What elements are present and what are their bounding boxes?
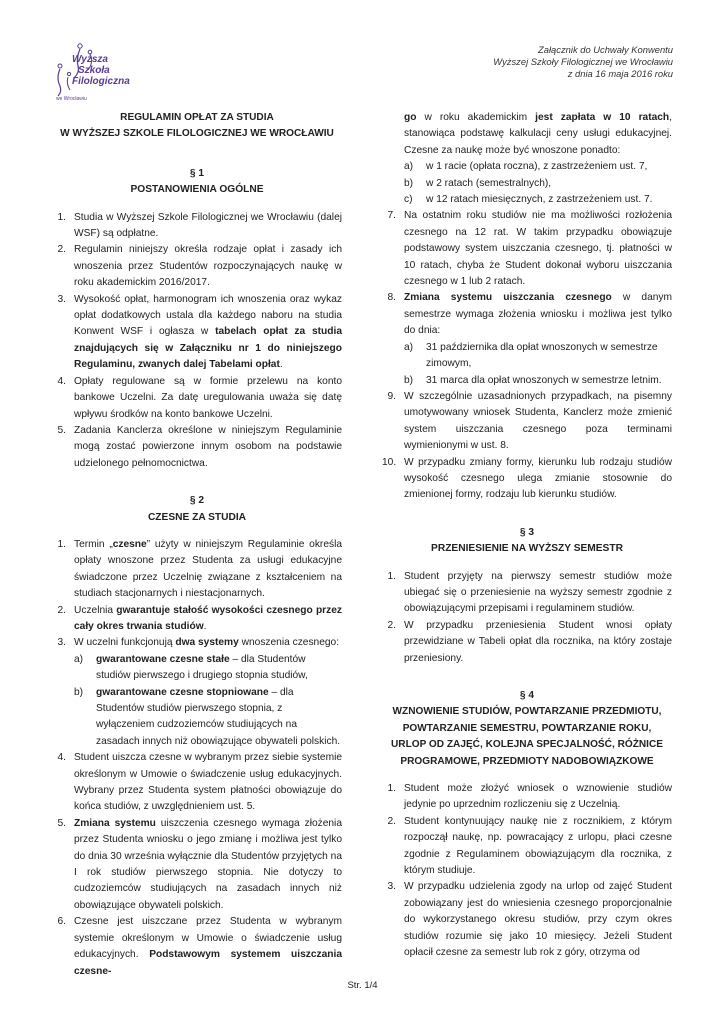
list-item: 5. Zmiana systemu uiszczenia czesnego wymaga złożenia przez Studenta wniosku o jego zmianę i możliwa jest tylko do dnia 30 września wyłącznie dla Studentów przyjętych na I rok studiów pierwszego stopnia. Nie dotyczy to cudzoziemców studiujących na zasadach innych niż obowiązujące obywateli polskich. xyxy=(57,817,342,911)
list-item: 4. Student uiszcza czesne w wybranym przez siebie systemie określonym w Umowie o świadczenie usług edukacyjnych. Wybrany przez Studenta system płatności obowiązuje do końca studiów, z uwzględnieniem ust. 5. xyxy=(57,752,342,813)
sub-item: b) gwarantowane czesne stopniowane – dla Studentów studiów pierwszego stopnia, z wyłączeniem cudzoziemców studiujących na zasadach innych niż obowiązujące obywateli polskich. xyxy=(74,686,341,747)
sub-item: c) w 12 ratach miesięcznych, z zastrzeżeniem ust. 7. xyxy=(404,194,653,206)
list-item: 10. W przypadku zmiany formy, kierunku lub rodzaju studiów wysokość czesnego ulega zmianie stosownie do zmienionej formy, rodzaju lub kierunku studiów. xyxy=(382,456,672,501)
list-item: 4. Opłaty regulowane są w formie przelewu na konto bankowe Uczelni. Za datę uregulowania uważa się datę wpływu środków na konto bankowe Uczelni. xyxy=(57,375,342,420)
list-item: 2. Regulamin niniejszy określa rodzaje opłat i zasady ich wnoszenia przez Studentów rozpoczynających naukę w roku akademickim 2016/2017. xyxy=(57,244,342,289)
section-2-title: CZESNE ZA STUDIA xyxy=(147,511,247,523)
section-2-list xyxy=(52,537,342,980)
list-item: 6. Czesne jest uiszczane przez Studenta w wybranym systemie określonym w Umowie o świadczenie usług edukacyjnych. Podstawowym systemem uiszczania czesne- xyxy=(57,916,342,977)
list-item: 1. Studia w Wyższej Szkole Filologicznej we Wrocławiu (dalej WSF) są odpłatne. xyxy=(57,211,342,240)
list-item: 3. W przypadku udzielenia zgody na urlop od zajęć Student zobowiązany jest do wniesienia czesnego proporcjonalnie do wykorzystanego okresu studiów, przy czym okres studiów rozumie się jako 10 miesięcy. Jeżeli Student opłacił czesne za semestr lub rok z góry, otrzyma od xyxy=(387,881,672,959)
university-logo xyxy=(52,40,132,106)
logo-line-1: Wyższa xyxy=(72,54,108,65)
annex-line-2: Wyższej Szkoły Filologicznej we Wrocławiu xyxy=(493,56,673,68)
section-4-title-line-4: PROGRAMOWE, PRZEDMIOTY NADOBOWIĄZKOWE xyxy=(400,755,654,767)
list-item: 5. Zadania Kanclerza określone w niniejszym Regulaminie mogą zostać powierzone innym osobom na podstawie udzielonego pełnomocnictwa. xyxy=(57,424,342,469)
section-2-number: § 2 xyxy=(189,495,205,507)
document-subtitle: W WYŻSZEJ SZKOLE FILOLOGICZNEJ WE WROCŁAWIU xyxy=(60,128,334,140)
list-item: 1. Student może złożyć wniosek o wznowienie studiów jedynie po uprzednim rozliczeniu się z Uczelnią. xyxy=(387,783,672,811)
annex-line-3: z dnia 16 maja 2016 roku xyxy=(567,68,673,80)
document-title: REGULAMIN OPŁAT ZA STUDIA xyxy=(120,112,274,123)
sub-item: a) gwarantowane czesne stałe – dla Studentów studiów pierwszego i drugiego stopnia studiów, xyxy=(74,653,308,682)
list-item: 3. Wysokość opłat, harmonogram ich wnoszenia oraz wykaz opłat dodatkowych ustala dla każdego naboru na studia Konwent WSF i ogłasza w tabelach opłat za studia znajdujących się w Załączniku nr 1 do niniejszego Regulaminu, zwanych dalej Tabelami opłat. xyxy=(57,293,342,371)
annex-line-1: Załącznik do Uchwały Konwentu xyxy=(538,44,673,55)
left-column xyxy=(52,110,342,980)
section-4-list xyxy=(382,781,672,961)
right-column xyxy=(382,110,672,962)
section-4-number: § 4 xyxy=(519,690,535,701)
list-item: 1. Termin „czesne” użyty w niniejszym Regulaminie określa opłaty wnoszone przez Studenta za usługi edukacyjne świadczone przez Uczelnię związane z kształceniem na studiach stacjonarnych i niestacjonarnych. xyxy=(57,538,343,600)
section-4-title: WZNOWIENIE STUDIÓW, POWTARZANIE PRZEDMIOTU, xyxy=(392,706,662,718)
section-3-title: PRZENIESIENIE NA WYŻSZY SEMESTR xyxy=(431,543,623,555)
list-item: 7. Na ostatnim roku studiów nie ma możliwości rozłożenia czesnego na 12 rat. W takim przypadku obowiązuje podstawowy system uiszczania czesnego, tj. płatności w 10 ratach, chyba że Student dokonał wyboru uiszczania czesnego w 1 lub 2 ratach. xyxy=(387,210,672,288)
sub-item: a) w 1 racie (opłata roczna), z zastrzeżeniem ust. 7, xyxy=(404,161,648,173)
section-4-title-line-2: POWTARZANIE SEMESTRU, POWTARZANIE ROKU, xyxy=(402,722,652,734)
section-4-title-line-3: URLOP OD ZAJĘĆ, KOLEJNA SPECJALNOŚĆ, RÓŻNICE xyxy=(390,739,663,751)
list-item: 2. Uczelnia gwarantuje stałość wysokości czesnego przez cały okres trwania studiów. xyxy=(57,604,342,632)
sub-item: b) w 2 ratach (semestralnych), xyxy=(404,177,552,189)
list-item: 2. W przypadku przeniesienia Student wnosi opłaty przewidziane w Tabeli opłat dla rocznika, na który zostaje przeniesiony. xyxy=(387,619,672,664)
list-item: 3. W uczelni funkcjonują dwa systemy wnoszenia czesnego: a) gwarantowane czesne stałe – dla Studentów studiów pierwszego i drugiego stopnia studiów, b) gwarantowane czesne stopniowane – dla Studentów studiów pierwszego stopnia, z wyłączeniem cudzoziemców studiujących na zasadach innych niż obowiązujące obywateli polskich. xyxy=(52,635,342,750)
page-number: Str. 1/4 xyxy=(347,980,378,991)
sub-item: a) 31 października dla opłat wnoszonych w semestrze zimowym, xyxy=(404,341,658,370)
list-item: 1. Student przyjęty na pierwszy semestr studiów może ubiegać się o przeniesienie na wyższy semestr zgodnie z obowiązującymi przepisami i regulaminem studiów. xyxy=(387,570,672,615)
section-1-list xyxy=(52,210,342,473)
sub-item: b) 31 marca dla opłat wnoszonych w semestrze letnim. xyxy=(404,374,662,386)
list-item: 9. W szczególnie uzasadnionych przypadkach, na pisemny umotywowany wniosek Studenta, Kanclerz może zmienić system uiszczania czesnego poza terminami wymienionymi w ust. 8. xyxy=(387,390,672,452)
list-item: 2. Student kontynuujący naukę nie z rocznikiem, z którym rozpoczął naukę, np. powracający z urlopu, płaci czesne zgodnie z Regulaminem obowiązującym dla rocznika, z którym studiuje. xyxy=(387,815,672,877)
section-2-list-continued xyxy=(382,208,672,503)
sub-list xyxy=(382,159,672,208)
logo-subtitle: we Wrocławiu xyxy=(56,96,87,102)
list-item-continuation: go w roku akademickim jest zapłata w 10 ratach, stanowiąca podstawę kalkulacji ceny usługi edukacyjnej. Czesne za naukę może być wnoszone ponadto: xyxy=(404,112,672,156)
section-3-number: § 3 xyxy=(519,526,535,538)
annex-note xyxy=(493,44,673,81)
section-3-list xyxy=(382,569,672,667)
section-1-title: POSTANOWIENIA OGÓLNE xyxy=(130,184,264,196)
logo-wordmark xyxy=(72,54,130,87)
list-item: 8. Zmiana systemu uiszczania czesnego w danym semestrze wymaga złożenia wniosku i możliwa jest tylko do dnia: a) 31 października dla opłat wnoszonych w semestrze zimowym, b) 31 marca dla opłat wnoszonych w semestrze letnim. xyxy=(382,290,672,388)
logo-line-3: Filologiczna xyxy=(72,76,130,87)
section-1-number: § 1 xyxy=(189,167,205,179)
logo-line-2: Szkoła xyxy=(78,65,110,76)
